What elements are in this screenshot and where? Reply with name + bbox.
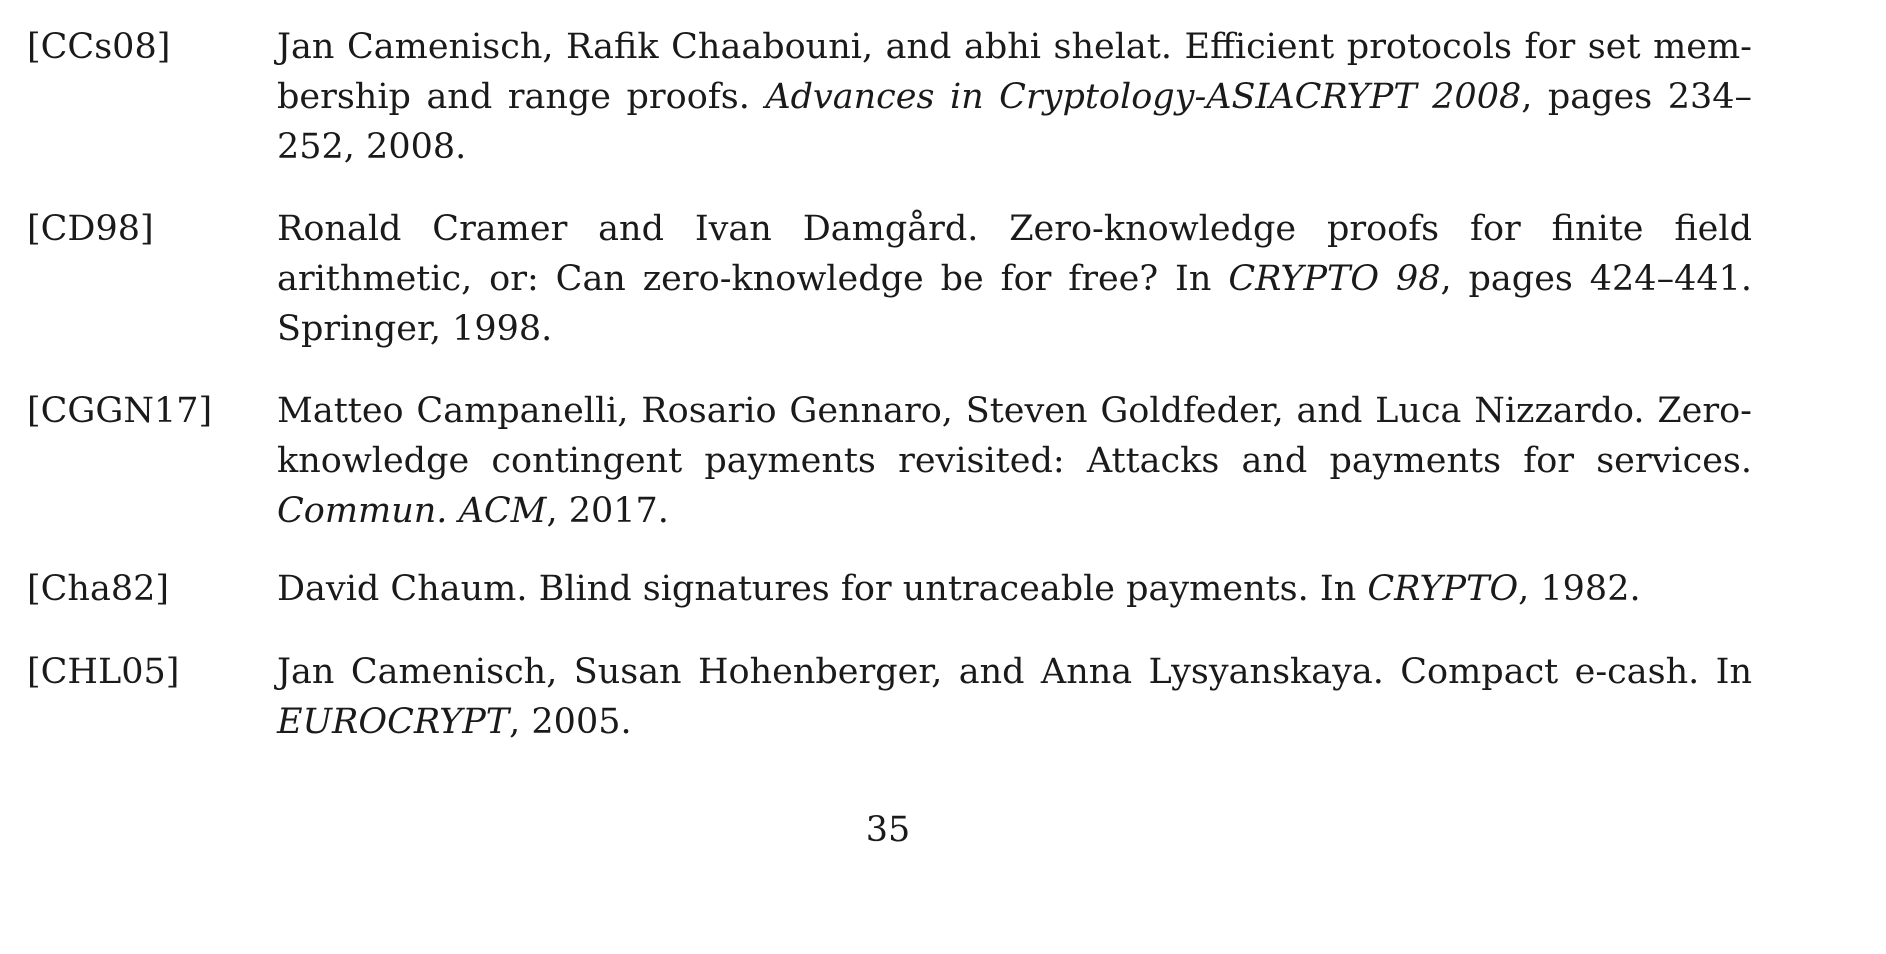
reference-text-part: , 2017. [546,491,669,531]
reference-text-part: , pages 424–441. Springer, 1998. [277,259,1752,349]
reference-text-part: Ronald Cramer and Ivan Damgård. Zero-knowledge proofs for finite field arithmetic, or: Can zero-knowledge be for free? In [277,209,1752,299]
venue-title: Advances in Cryptology-ASIACRYPT 2008 [765,77,1522,117]
citation-key: [CHL05] [27,652,180,692]
reference-text-part: , 2005. [509,702,632,742]
page-number: 35 [865,810,911,850]
reference-text [277,22,1752,172]
reference-text-part: , pages 234–252, 2008. [277,77,1753,167]
reference-entry [27,564,1752,614]
reference-text [277,204,1752,354]
reference-entry [27,386,1752,536]
reference-entry [27,647,1752,747]
reference-text-part: David Chaum. Blind signatures for untraceable payments. In [277,569,1368,609]
venue-title: CRYPTO [1367,569,1519,609]
reference-text-part: Jan Camenisch, Susan Hohenberger, and Anna Lysyanskaya. Compact e-cash. In [277,652,1752,692]
venue-title: Commun. ACM [277,491,547,531]
reference-text-part: Matteo Campanelli, Rosario Gennaro, Steven Goldfeder, and Luca Nizzardo. Zero-knowledge contingent payments revisited: Attacks and payments for services. [277,391,1752,481]
venue-title: EUROCRYPT [277,702,510,742]
citation-key: [Cha82] [27,569,170,609]
reference-text [277,386,1752,536]
reference-text [277,647,1752,747]
reference-entry [27,204,1752,354]
reference-text [277,564,1752,614]
reference-text-part: , 1982. [1518,569,1641,609]
reference-text-part: Jan Camenisch, Rafik Chaabouni, and abhi shelat. Efficient protocols for set membership and range proofs. [277,27,1752,117]
bibliography-list [27,22,1752,779]
citation-key: [CGGN17] [27,391,213,431]
reference-entry [27,22,1752,172]
venue-title: CRYPTO 98 [1228,259,1441,299]
citation-key: [CCs08] [27,27,171,67]
citation-key: [CD98] [27,209,154,249]
